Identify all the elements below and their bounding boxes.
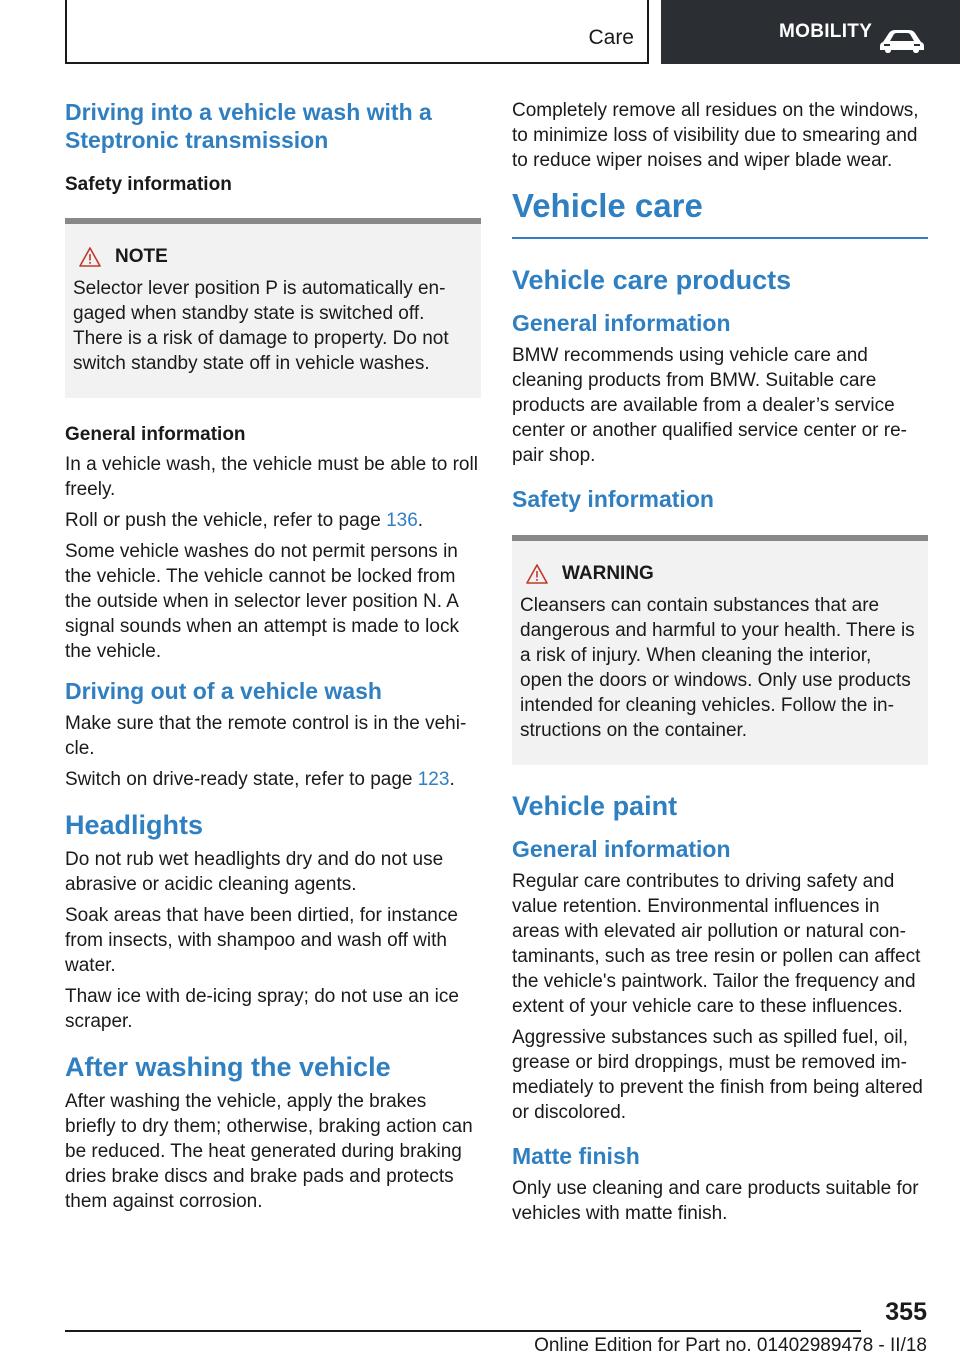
warning-box xyxy=(512,535,928,765)
note-label: NOTE xyxy=(115,246,168,267)
page-reference-link[interactable]: 136 xyxy=(386,510,418,531)
subheading-general-information: General information xyxy=(65,424,246,445)
paragraph: Soak areas that have been dirtied, for instance from insects, with shampoo and wash off with water. xyxy=(65,905,458,976)
paragraph: Aggressive substances such as spilled fuel, oil, grease or bird droppings, must be removed immediately to prevent the finish from being altered or discolored. xyxy=(512,1027,923,1123)
chapter-title-vehicle-care: Vehicle care xyxy=(512,187,928,239)
warning-triangle-icon xyxy=(79,247,101,267)
section-title-driving-out: Driving out of a vehicle wash xyxy=(65,678,382,704)
paragraph: BMW recommends using vehicle care and cleaning products from BMW. Suitable care products are available from a dealer’s service center or another qualified service center or repair shop. xyxy=(512,345,907,466)
paragraph: Regular care contributes to driving safety and value retention. Environmental influences in areas with elevated air pollution or natural contaminants, such as tree resin or pollen can affect the vehicle's paintwork. Tailor the frequency and extent of your vehicle care to these influences. xyxy=(512,871,921,1017)
subsection-title-general-information: General information xyxy=(512,310,731,336)
subheading-safety-information: Safety information xyxy=(65,174,232,195)
paragraph-text: Switch on drive-ready state, refer to page xyxy=(65,769,418,790)
section-title-headlights: Headlights xyxy=(65,810,204,840)
paragraph-with-page-ref xyxy=(65,508,481,533)
footer-edition-text: Online Edition for Part no. 01402989478 - II/18 xyxy=(534,1335,927,1356)
warning-label: WARNING xyxy=(562,563,654,584)
subsection-title-safety-information: Safety information xyxy=(512,486,714,512)
paragraph: After washing the vehicle, apply the brakes briefly to dry them; otherwise, braking action can be reduced. The heat generated during braking dries brake discs and brake pads and protects them against corrosion. xyxy=(65,1091,473,1212)
paragraph: In a vehicle wash, the vehicle must be able to roll freely. xyxy=(65,454,478,500)
page-reference-link[interactable]: 123 xyxy=(417,769,450,790)
header-chapter-label: MOBILITY xyxy=(779,21,873,42)
header-frame-left xyxy=(65,0,67,64)
note-box xyxy=(65,218,481,398)
header-section-title: Care xyxy=(588,26,634,49)
paragraph: Make sure that the remote control is in the vehicle. xyxy=(65,713,467,759)
paragraph: Only use cleaning and care products suitable for vehicles with matte finish. xyxy=(512,1178,919,1224)
paragraph-text: . xyxy=(417,510,424,531)
section-title-vehicle-paint: Vehicle paint xyxy=(512,791,678,821)
paragraph: Some vehicle washes do not permit persons in the vehicle. The vehicle cannot be locked from the outside when in selector lever position N. A signal sounds when an attempt is made to lock the vehicle. xyxy=(65,541,459,662)
footer-rule xyxy=(65,1330,861,1332)
paragraph: Do not rub wet headlights dry and do not use abrasive or acidic cleaning agents. xyxy=(65,849,444,895)
subsection-title-matte-finish: Matte finish xyxy=(512,1143,640,1169)
warning-triangle-icon xyxy=(526,564,548,584)
page-number: 355 xyxy=(885,1298,927,1326)
left-column xyxy=(65,98,481,1220)
section-title-care-products: Vehicle care products xyxy=(512,265,792,295)
section-title-after-washing: After washing the vehicle xyxy=(65,1052,391,1082)
paragraph-with-page-ref xyxy=(65,767,481,792)
warning-text: Cleansers can contain substances that are dangerous and harmful to your health. There is a risk of injury. When cleaning the interior, open the doors or windows. Only use products intended for cleaning vehicles. Follow the instructions on the container. xyxy=(520,595,915,741)
paragraph-text: Roll or push the vehicle, refer to page xyxy=(65,510,387,531)
header-frame-bottom xyxy=(65,62,649,64)
note-header xyxy=(73,246,471,268)
warning-header xyxy=(520,563,918,585)
header-frame-right xyxy=(647,0,649,64)
car-icon xyxy=(879,28,925,54)
paragraph: Thaw ice with de-icing spray; do not use an ice scraper. xyxy=(65,986,459,1032)
section-title-vehicle-wash: Driving into a vehicle wash with a Steptronic transmission xyxy=(65,99,432,153)
subsection-title-general-information: General information xyxy=(512,836,731,862)
paragraph-text: . xyxy=(449,769,455,790)
note-text: Selector lever position P is automatically engaged when standby state is switched off. There is a risk of damage to property. Do not switch standby state off in vehicle washes. xyxy=(73,278,449,374)
paragraph: Completely remove all residues on the windows, to minimize loss of visibility due to smearing and to reduce wiper noises and wiper blade wear. xyxy=(512,100,919,171)
right-column xyxy=(512,98,928,1232)
